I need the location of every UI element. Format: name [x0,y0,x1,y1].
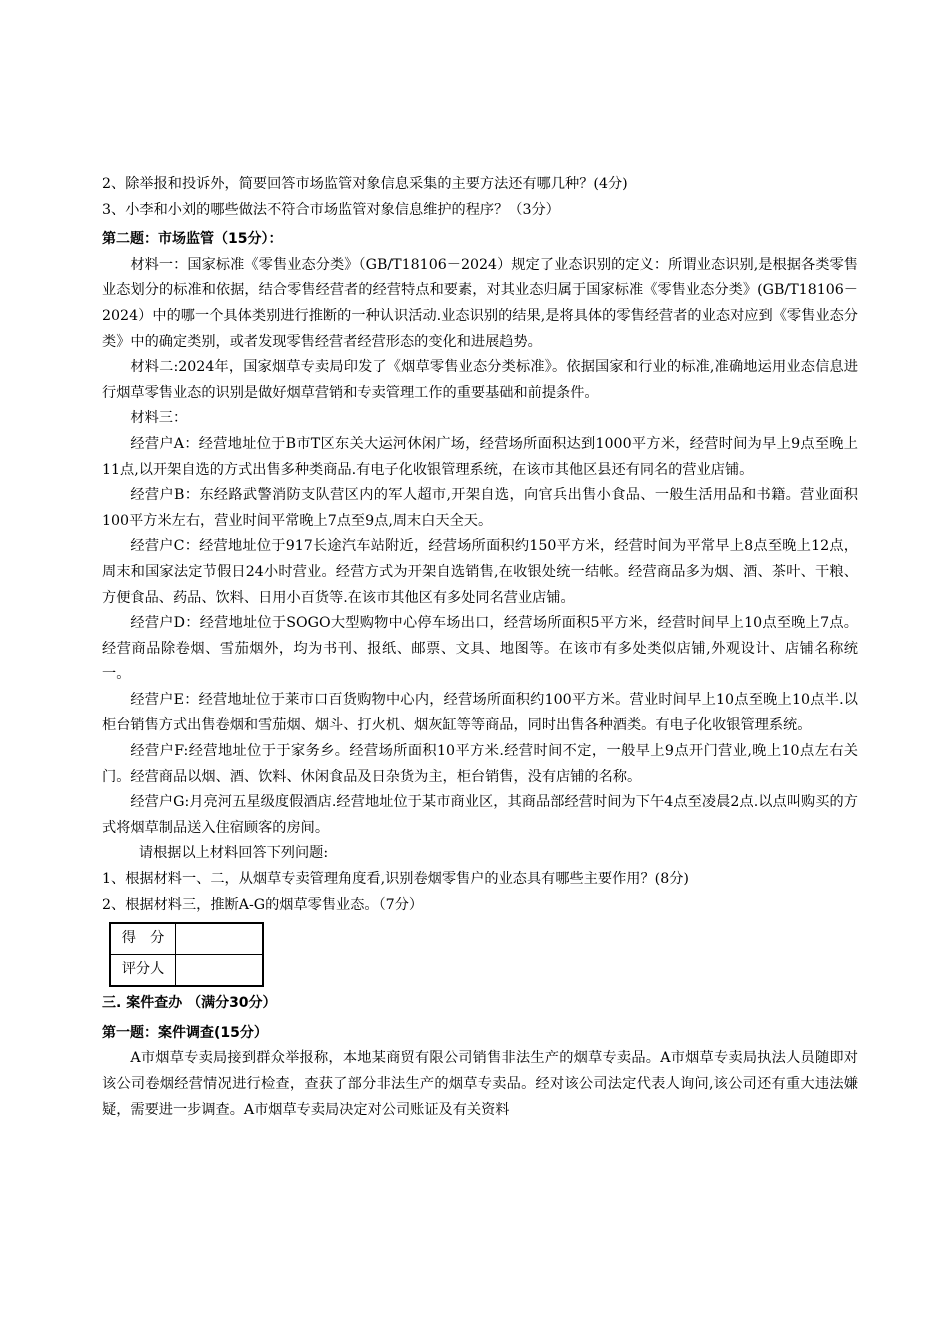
operator-b: 经营户B：东经路武警消防支队营区内的军人超市,开架自选，向官兵出售小食品、一般生活用品和书籍。营业面积100平方米左右，营业时间平常晚上7点至9点,周末白天全天。 [102,487,858,529]
grader-field[interactable] [176,955,264,987]
operator-g: 经营户G:月亮河五星级度假酒店.经营地址位于某市商业区，其商品部经营时间为下午4点至凌晨2点.以点叫购买的方式将烟草制品送入住宿顾客的房间。 [102,794,858,836]
operator-a: 经营户A：经营地址位于B市T区东关大运河休闲广场，经营场所面积达到1000平方米，经营时间为早上9点至晚上11点,以开架自选的方式出售多种类商品.有电子化收银管理系统，在该市其他区县还有同名的营业店铺。 [102,435,858,478]
question-2: 2、除举报和投诉外，简要回答市场监管对象信息采集的主要方法还有哪几种？(4分) [102,176,628,192]
material-3-label: 材料三： [130,410,188,427]
operator-c: 经营户C：经营地址位于917长途汽车站附近，经营场所面积约150平方米，经营时间为平常早上8点至晚上12点，周末和国家法定节假日24小时营业。经营方式为开架自选销售,在收银处统一结帐。经营商品多为烟、酒、茶叶、干粮、方便食品、药品、饮料、日用小百货等.在该市其他区有多处同名营业店铺。 [102,538,858,606]
operator-d: 经营户D：经营地址位于SOGO大型购物中心停车场出口，经营场所面积5平方米，经营时间早上10点至晚上7点。经营商品除卷烟、雪茄烟外，均为书刊、报纸、邮票、文具、地图等。在该市有多处类似店铺,外观设计、店铺名称统一。 [102,615,858,683]
answer-prompt: 请根据以上材料回答下列问题: [138,845,329,862]
material-1: 材料一：国家标准《零售业态分类》（GB/T18106－2024）规定了业态识别的定义：所谓业态识别,是根据各类零售业态划分的标准和依据，结合零售经营者的经营特点和要素，对其业态归属于国家标准《零售业态分类》(GB/T18106－2024）中的哪一个具体类别进行推断的一种认识活动.业态识别的结果,是将具体的零售经营者的业态对应到《零售业态分类》中的确定类别，或者发现零售经营者经营形态的变化和进展趋势。 [102,256,858,350]
section-heading-case-handling: 三. 案件查办 （满分30分） [102,995,277,1012]
score-field[interactable] [176,923,264,955]
question-3: 3、小李和小刘的哪些做法不符合市场监管对象信息维护的程序？（3分） [102,201,560,218]
document-page [102,172,858,1123]
requirement-1: 1、根据材料一、二，从烟草专卖管理角度看,识别卷烟零售户的业态具有哪些主要作用？(8分) [102,871,689,888]
requirement-2: 2、根据材料三，推断A-G的烟草零售业态。（7分） [102,896,424,913]
case-description: A市烟草专卖局接到群众举报称，本地某商贸有限公司销售非法生产的烟草专卖品。A市烟草专卖局执法人员随即对该公司卷烟经营情况进行检查，查获了部分非法生产的烟草专卖品。经对该公司法定代表人询问,该公司还有重大违法嫌疑，需要进一步调查。A市烟草专卖局决定对公司账证及有关资料 [102,1050,858,1118]
section-heading-market-supervision: 第二题：市场监管（15分）： [102,231,283,248]
subsection-heading-case-investigation: 第一题：案件调查(15分） [102,1024,268,1041]
operator-e: 经营户E：经营地址位于莱市口百货购物中心内，经营场所面积约100平方米。营业时间早上10点至晚上10点半.以柜台销售方式出售卷烟和雪茄烟、烟斗、打火机、烟灰缸等等商品，同时出售各种酒类。有电子化收银管理系统。 [102,691,858,734]
score-label: 得 分 [110,923,176,955]
operator-f: 经营户F:经营地址位于于家务乡。经营场所面积10平方米.经营时间不定，一般早上9点开门营业,晚上10点左右关门。经营商品以烟、酒、饮料、休闲食品及日杂货为主，柜台销售，没有店铺的名称。 [102,743,858,785]
score-table [109,922,264,987]
material-2: 材料二:2024年，国家烟草专卖局印发了《烟草零售业态分类标准》。依据国家和行业的标准,准确地运用业态信息进行烟草零售业态的识别是做好烟草营销和专卖管理工作的重要基础和前提条件。 [102,359,858,401]
grader-label: 评分人 [110,955,176,987]
